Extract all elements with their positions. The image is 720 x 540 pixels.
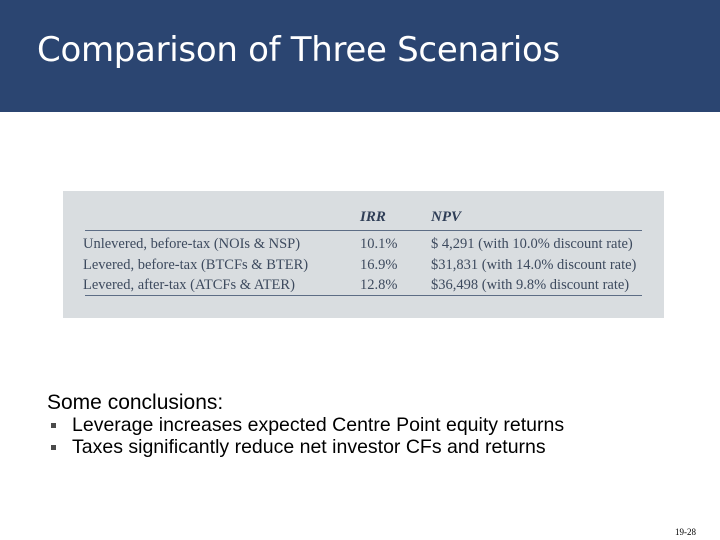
row-npv: $31,831 (with 14.0% discount rate) <box>431 257 637 273</box>
square-bullet-icon <box>51 445 56 450</box>
list-item <box>51 414 564 436</box>
square-bullet-icon <box>51 423 56 428</box>
row-npv: $36,498 (with 9.8% discount rate) <box>431 277 630 293</box>
row-irr: 16.9% <box>360 257 398 273</box>
npv-column-header: NPV <box>431 209 461 225</box>
row-npv: $ 4,291 (with 10.0% discount rate) <box>431 236 633 252</box>
conclusions-list <box>51 414 564 458</box>
row-label: Levered, after-tax (ATCFs & ATER) <box>83 277 295 293</box>
row-label: Unlevered, before-tax (NOIs & NSP) <box>83 236 301 252</box>
list-item-text: Taxes significantly reduce net investor CFs and returns <box>72 436 546 458</box>
list-item <box>51 436 564 458</box>
list-item-text: Leverage increases expected Centre Point equity returns <box>72 414 565 436</box>
slide-title: Comparison of Three Scenarios <box>37 30 560 70</box>
page-number: 19-28 <box>675 527 696 537</box>
table-top-rule <box>85 230 642 231</box>
table-bottom-rule <box>85 295 642 296</box>
irr-column-header: IRR <box>360 209 386 225</box>
row-irr: 12.8% <box>360 277 398 293</box>
row-label: Levered, before-tax (BTCFs & BTER) <box>83 257 309 273</box>
comparison-table <box>63 191 664 318</box>
row-irr: 10.1% <box>360 236 398 252</box>
conclusions-heading: Some conclusions: <box>47 391 224 414</box>
title-bar <box>0 0 720 112</box>
